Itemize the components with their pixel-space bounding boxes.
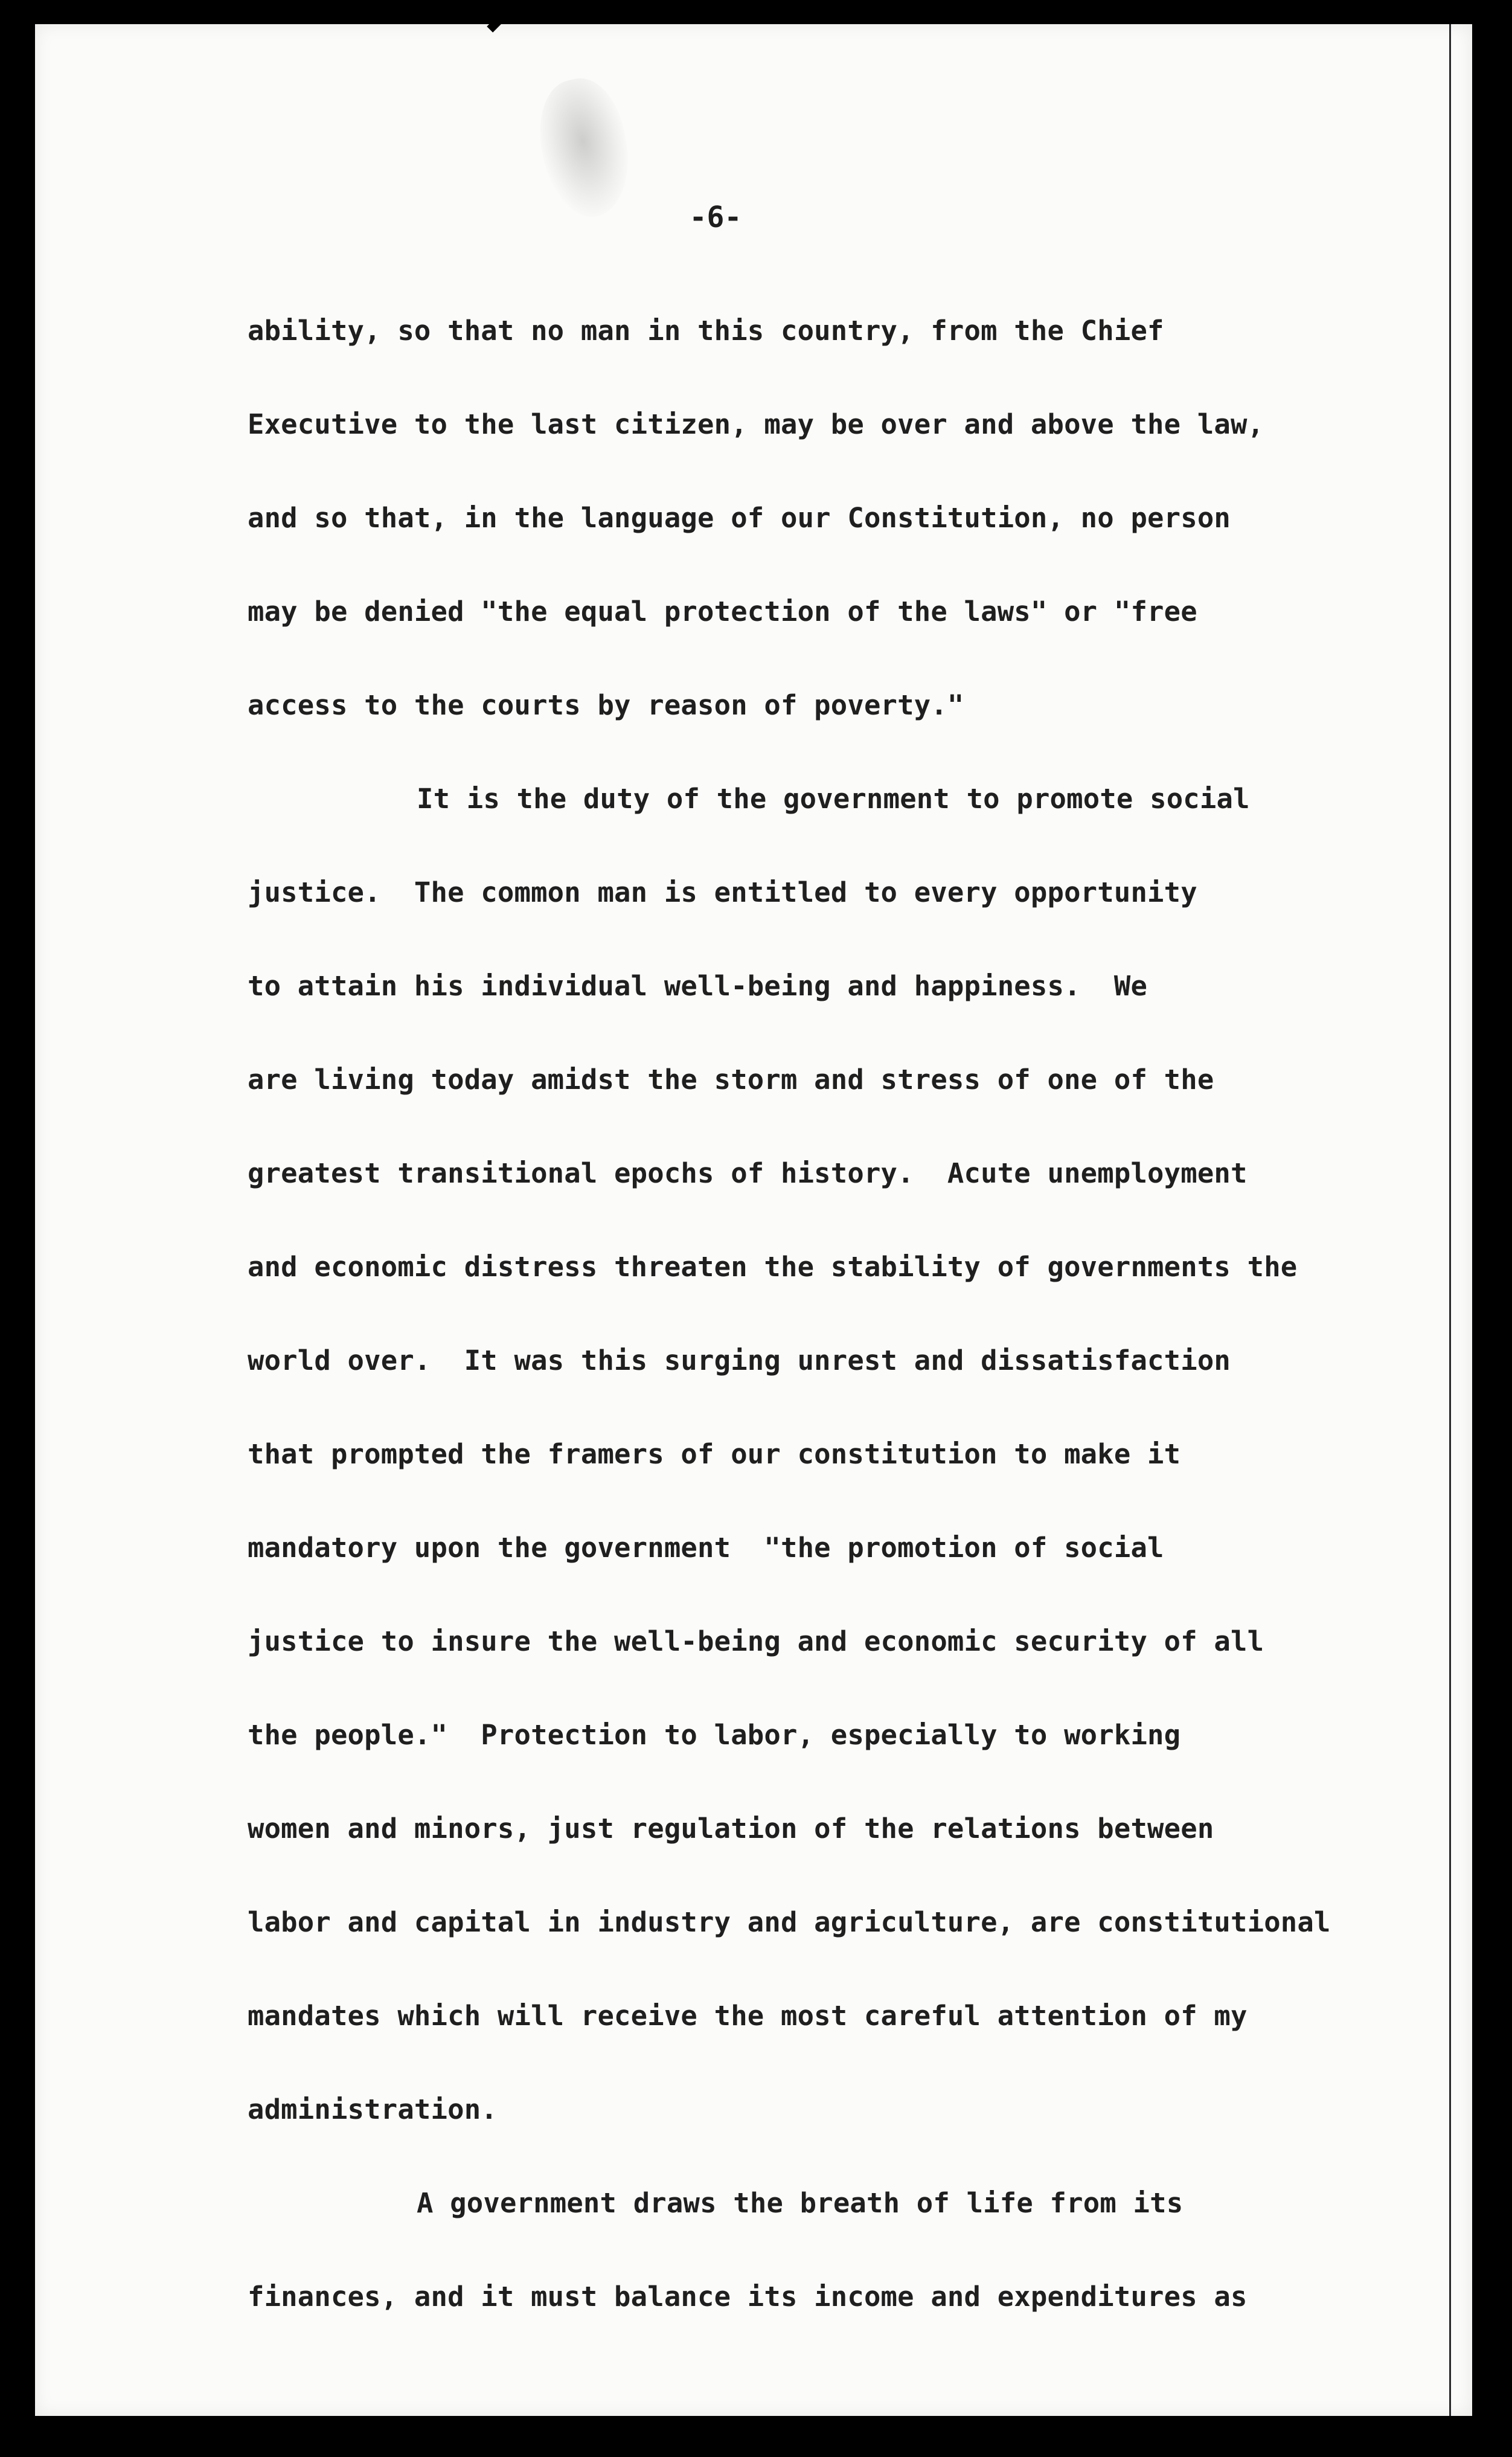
text-line: world over. It was this surging unrest and dissatisfaction — [248, 1344, 1231, 1376]
text-line: labor and capital in industry and agriculture, are constitutional — [248, 1906, 1331, 1938]
text-line: greatest transitional epochs of history. Acute unemployment — [248, 1157, 1248, 1189]
page-number: -6- — [689, 201, 742, 234]
text-line: access to the courts by reason of poverty." — [248, 689, 964, 721]
text-line: Executive to the last citizen, may be over and above the law, — [248, 408, 1264, 440]
text-line: justice to insure the well-being and economic security of all — [248, 1625, 1264, 1657]
text-line: that prompted the framers of our constitution to make it — [248, 1438, 1181, 1470]
text-line: mandatory upon the government "the promotion of social — [248, 1532, 1164, 1564]
text-line: to attain his individual well-being and happiness. We — [248, 970, 1148, 1002]
text-line: are living today amidst the storm and stress of one of the — [248, 1064, 1214, 1096]
paper-stain — [529, 71, 641, 225]
page-edge-line — [1449, 24, 1451, 2416]
text-line: the people." Protection to labor, especially to working — [248, 1719, 1181, 1751]
paragraph-start-line: A government draws the breath of life from its — [417, 2187, 1184, 2219]
text-line: finances, and it must balance its income and expenditures as — [248, 2281, 1248, 2313]
text-line: mandates which will receive the most careful attention of my — [248, 2000, 1248, 2032]
text-line: women and minors, just regulation of the relations between — [248, 1813, 1214, 1845]
text-line: and so that, in the language of our Constitution, no person — [248, 502, 1231, 534]
text-line: ability, so that no man in this country, from the Chief — [248, 315, 1164, 347]
paragraph-start-line: It is the duty of the government to promote social — [417, 783, 1250, 815]
text-line: may be denied "the equal protection of the laws" or "free — [248, 596, 1197, 628]
text-line: and economic distress threaten the stability of governments the — [248, 1251, 1298, 1283]
text-line: justice. The common man is entitled to every opportunity — [248, 876, 1197, 908]
body-text — [248, 284, 1443, 2343]
text-line: administration. — [248, 2093, 498, 2125]
